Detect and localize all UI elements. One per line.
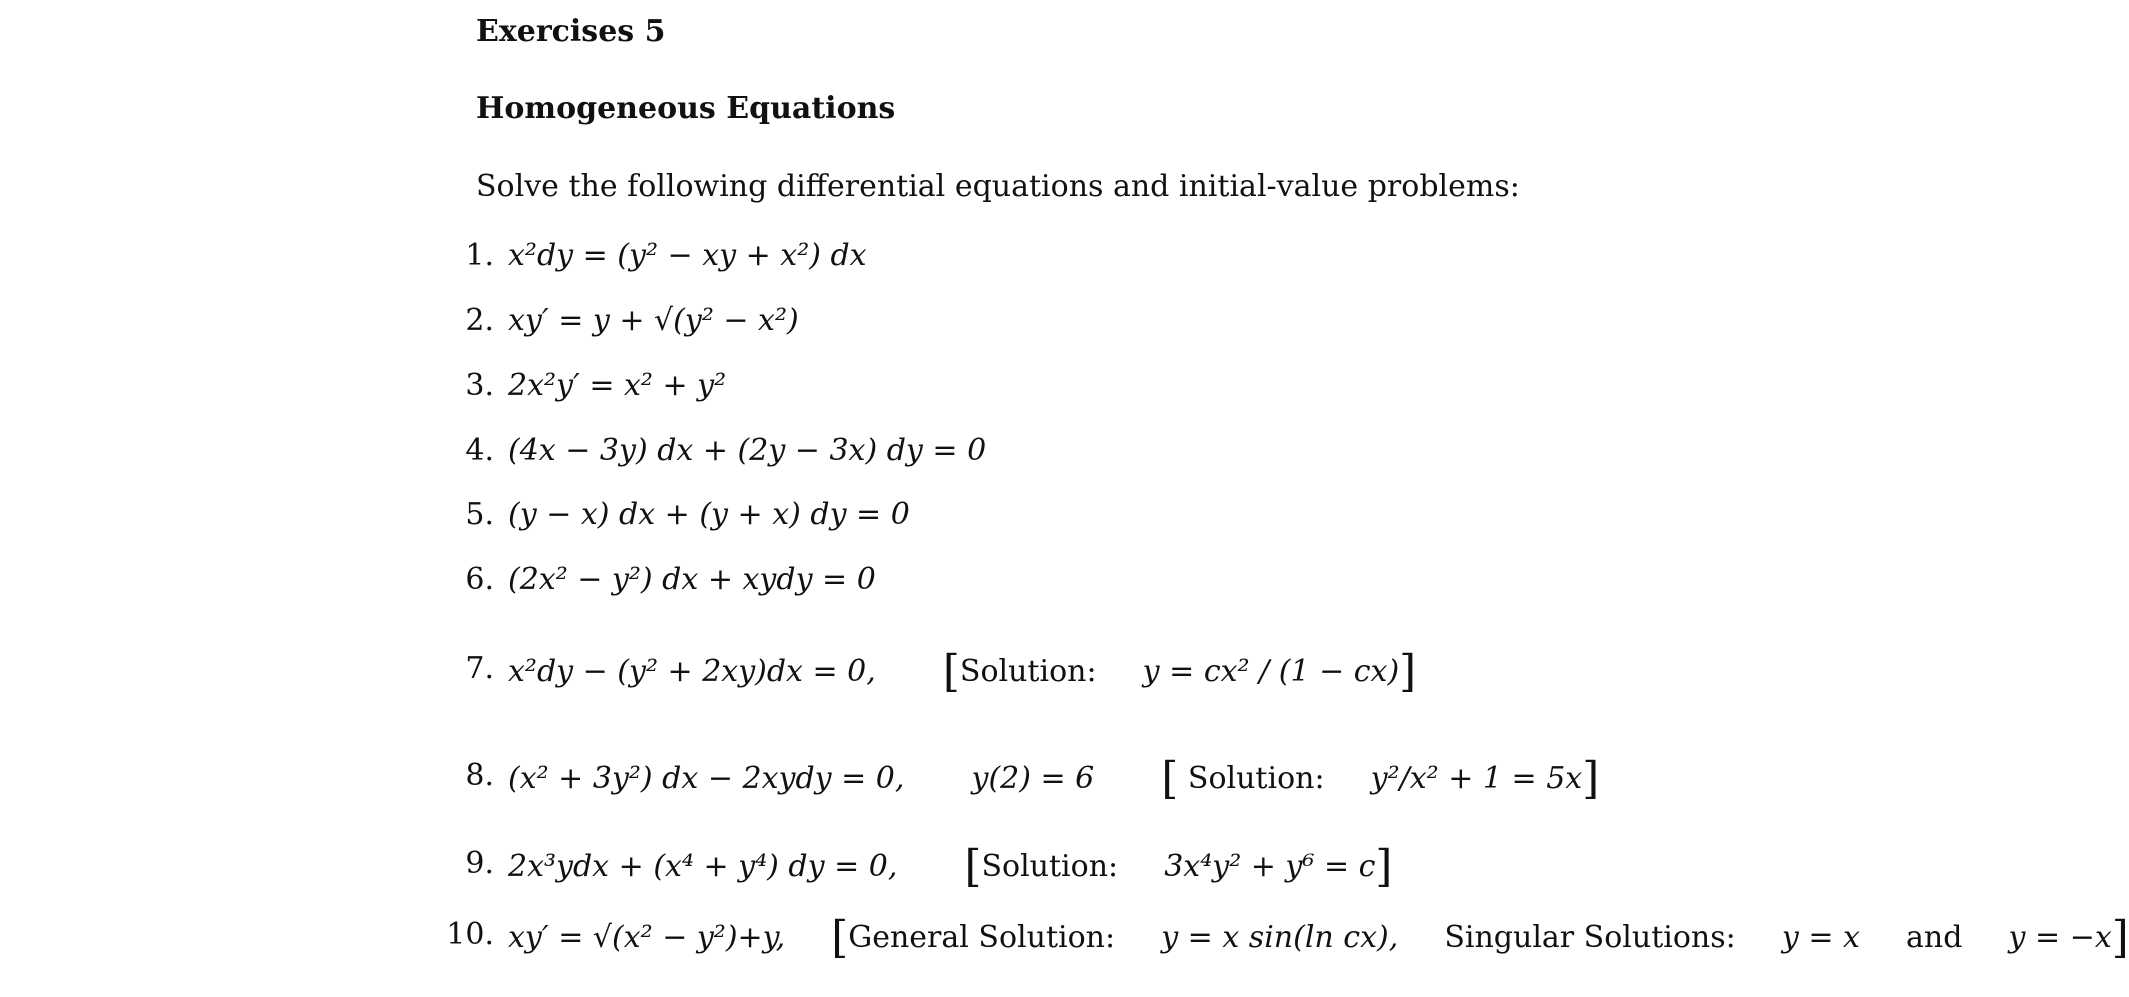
exercise-equation: 2x²y′ = x² + y² — [508, 368, 727, 403]
general-solution-expression: y = x sin(ln cx), — [1161, 919, 1399, 955]
exercise-number: 6. — [465, 562, 494, 597]
exercise-equation: xy′ = √(x² − y²)+y, — [508, 919, 786, 955]
exercise-number: 1. — [465, 238, 494, 273]
exercise-number: 7. — [465, 651, 494, 686]
singular-solution-2: y = −x — [2008, 919, 2112, 955]
exercise-equation: (x² + 3y²) dx − 2xydy = 0, — [508, 760, 905, 796]
exercise-number: 5. — [465, 497, 494, 532]
exercise-4 — [465, 433, 987, 468]
left-bracket: [ — [942, 647, 960, 697]
left-bracket: [ — [964, 842, 982, 892]
exercise-8 — [465, 754, 1600, 804]
solution-label: Solution: — [981, 848, 1119, 884]
right-bracket: ] — [2111, 913, 2129, 963]
solution-label: Solution: — [959, 653, 1097, 689]
exercise-10 — [446, 913, 2129, 963]
exercise-3 — [465, 368, 727, 403]
initial-condition: y(2) = 6 — [971, 760, 1095, 796]
exercise-equation: (4x − 3y) dx + (2y − 3x) dy = 0 — [508, 433, 987, 468]
solution-expression: y²/x² + 1 = 5x — [1370, 760, 1583, 796]
exercise-number: 3. — [465, 368, 494, 403]
singular-connector: and — [1906, 919, 1963, 955]
right-bracket: ] — [1399, 647, 1417, 697]
exercise-equation: (2x² − y²) dx + xydy = 0 — [508, 562, 876, 597]
exercise-number: 2. — [465, 303, 494, 338]
exercise-number: 8. — [465, 758, 494, 793]
exercise-number: 4. — [465, 433, 494, 468]
page-title: Exercises 5 — [476, 14, 666, 49]
solution-label: Solution: — [1187, 760, 1325, 796]
exercise-number: 10. — [446, 917, 494, 952]
exercise-equation: 2x³ydx + (x⁴ + y⁴) dy = 0, — [508, 848, 898, 884]
right-bracket: ] — [1582, 754, 1600, 804]
exercise-equation: xy′ = y + √(y² − x²) — [508, 303, 799, 338]
left-bracket: [ — [1161, 754, 1179, 804]
exercise-1 — [465, 238, 867, 273]
exercise-number: 9. — [465, 846, 494, 881]
right-bracket: ] — [1375, 842, 1393, 892]
exercise-5 — [465, 497, 910, 532]
solution-expression: 3x⁴y² + y⁶ = c — [1164, 848, 1376, 884]
exercise-equation: (y − x) dx + (y + x) dy = 0 — [508, 497, 910, 532]
solution-expression: y = cx² / (1 − cx) — [1142, 653, 1400, 689]
exercise-6 — [465, 562, 876, 597]
exercise-7 — [465, 647, 1417, 697]
singular-solution-label: Singular Solutions: — [1444, 919, 1736, 955]
general-solution-label: General Solution: — [848, 919, 1116, 955]
exercise-2 — [465, 303, 799, 338]
section-heading: Homogeneous Equations — [476, 91, 896, 126]
instructions-text: Solve the following differential equations and initial-value problems: — [476, 169, 1520, 204]
exercise-equation: x²dy = (y² − xy + x²) dx — [508, 238, 867, 273]
left-bracket: [ — [831, 913, 849, 963]
singular-solution-1: y = x — [1781, 919, 1860, 955]
exercise-9 — [465, 842, 1393, 892]
exercise-equation: x²dy − (y² + 2xy)dx = 0, — [508, 653, 876, 689]
